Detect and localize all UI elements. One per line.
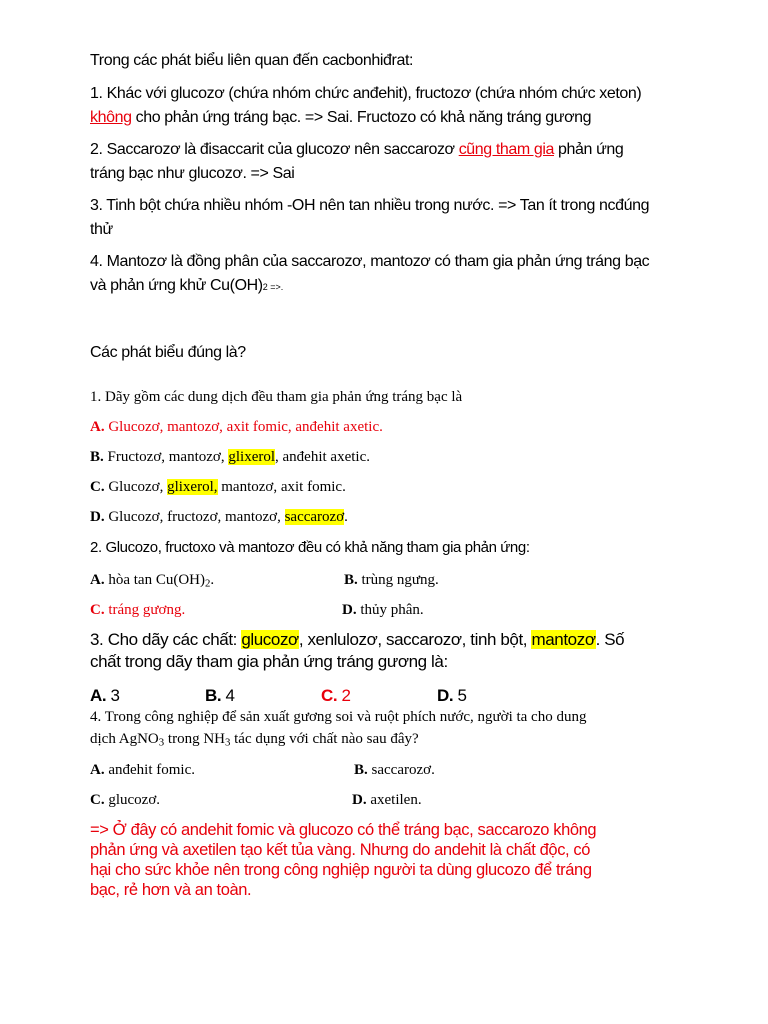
q4-nh3: trong NH [164,731,225,747]
q4-agno3: dịch AgNO [90,731,159,747]
q1-option-a [90,416,690,438]
q3-stem-middle: , xenlulozơ, saccarozơ, tinh bột, [298,630,532,649]
statement-2-red-phrase: cũng tham gia [458,141,554,158]
q1-option-d [90,506,690,528]
q3-option-a-label: A. [90,686,107,705]
statement-1-red-word: không [90,109,132,126]
q4-option-b [354,759,435,781]
q1-option-d-label: D. [90,509,105,525]
q1-option-c-text: Glucozơ, [104,479,168,495]
q1-option-a-text: Glucozơ, mantozơ, axit fomic, anđehit axetic. [104,419,383,435]
q2-option-c-label: C. [90,602,105,618]
q2-option-b-text: trùng ngưng. [357,572,439,588]
statement-4-subscript: 2 =>. [262,282,284,292]
q3-option-b-label: B. [205,686,222,705]
q3-stem-tail: . Số [595,630,625,649]
q3-option-c-value: 2 [337,686,351,705]
q4-option-d [352,789,422,811]
statement-2-line-1 [90,138,690,162]
statement-3-line-1: 3. Tinh bột chứa nhiều nhóm -OH nên tan nhiều trong nước. => Tan ít trong ncđúng [90,197,650,214]
q2-option-a [90,569,214,595]
statement-3 [90,194,690,242]
q4-option-a-label: A. [90,762,105,778]
q4-option-c-text: glucozơ. [104,792,161,808]
q4-stem-line-1: 4. Trong công nghiệp để sản xuất gương soi và ruột phích nước, người ta cho dung [90,709,587,725]
q1-option-b-label: B. [90,449,104,465]
statement-4-line-2 [90,274,690,299]
q2-option-c-text: tráng gương. [104,602,186,618]
q4-option-a-text: anđehit fomic. [104,762,195,778]
statement-4-line-1: 4. Mantozơ là đồng phân của saccarozơ, mantozơ có tham gia phản ứng tráng bạc [90,253,650,270]
statement-2-line-2: tráng bạc như glucozơ. => Sai [90,165,295,182]
q1-option-b-highlight: glixerol [228,449,276,465]
q4-stem-line-2 [90,728,690,754]
q3-option-b-value: 4 [221,686,235,705]
q2-option-b-label: B. [344,572,358,588]
q4-option-c [90,789,160,811]
q2-option-d [342,599,424,621]
q3-option-c [321,685,351,707]
statement-4-text: và phản ứng khử Cu(OH) [90,277,263,294]
q3-option-c-label: C. [321,686,338,705]
q4-option-b-text: saccarozơ. [367,762,435,778]
q1-option-c [90,476,690,498]
explanation-line-1: => Ở đây có andehit fomic và glucozo có thể tráng bạc, saccarozo không [90,821,597,839]
q4-option-d-label: D. [352,792,367,808]
q4-option-b-label: B. [354,762,368,778]
q4-stem-tail: tác dụng với chất nào sau đây? [230,731,419,747]
statement-1-tail: cho phản ứng tráng bạc. => Sai. Fructozo có khả năng tráng gương [131,109,592,126]
q3-option-d-label: D. [437,686,454,705]
statement-3-line-2: thử [90,221,113,238]
q1-option-d-text: Glucozơ, fructozơ, mantozơ, [104,509,285,525]
statement-2 [90,138,690,186]
statement-1 [90,82,690,130]
q3-stem-line-2: chất trong dãy tham gia phản ứng tráng gương là: [90,652,448,671]
q2-option-a-end: . [210,572,215,588]
explanation-line-4: bạc, rẻ hơn và an toàn. [90,881,252,899]
intro-title: Trong các phát biểu liên quan đến cacbonhiđrat: [90,52,414,69]
q2-option-a-text: hòa tan Cu(OH) [104,572,205,588]
q1-option-a-label: A. [90,419,105,435]
q3-highlight-glucozo: glucozơ [241,630,299,649]
q2-option-b [344,569,439,591]
q1-option-c-tail: mantozơ, axit fomic. [217,479,346,495]
q1-option-d-highlight: saccarozơ [284,509,345,525]
q3-option-a-value: 3 [106,686,120,705]
q3-option-b [205,685,235,707]
q1-option-c-highlight: glixerol, [167,479,218,495]
q2-option-d-label: D. [342,602,357,618]
q2-option-c [90,599,185,621]
q1-option-c-label: C. [90,479,105,495]
statement-2-tail: phản ứng [554,141,624,158]
explanation-line-2: phản ứng và axetilen tạo kết tủa vàng. Nhưng do andehit là chất độc, có [90,841,591,859]
q1-stem: 1. Dãy gồm các dung dịch đều tham gia phản ứng tráng bạc là [90,389,463,405]
q3-stem-line-1 [90,629,690,651]
question-prompt: Các phát biểu đúng là? [90,344,246,361]
q4-subscript-1: 3 [158,736,165,749]
q3-highlight-mantozo: mantozơ [531,630,596,649]
q3-option-d [437,685,467,707]
statement-4 [90,250,690,299]
q3-option-d-value: 5 [453,686,467,705]
q2-option-d-text: thủy phân. [356,602,424,618]
q2-option-a-subscript: 2 [205,577,211,590]
q3-stem-head: 3. Cho dãy các chất: [90,630,242,649]
q4-option-a [90,759,195,781]
explanation-line-3: hại cho sức khỏe nên trong công nghiệp người ta dùng glucozo để tráng [90,861,592,879]
q3-option-a [90,685,120,707]
q2-stem: 2. Glucozo, fructoxo và mantozơ đều có khả năng tham gia phản ứng: [90,539,530,556]
q1-option-d-tail: . [344,509,348,525]
q1-option-b [90,446,690,468]
q2-option-a-label: A. [90,572,105,588]
q4-subscript-2: 3 [224,736,231,749]
q4-option-c-label: C. [90,792,105,808]
statement-1-line-1: 1. Khác với glucozơ (chứa nhóm chức anđehit), fructozơ (chứa nhóm chức xeton) [90,85,642,102]
q4-stem [90,706,690,754]
q1-option-b-text: Fructozơ, mantozơ, [103,449,229,465]
q4-option-d-text: axetilen. [366,792,422,808]
q1-option-b-tail: , anđehit axetic. [275,449,370,465]
explanation [90,820,690,900]
q3-stem [90,629,690,673]
statement-2-head: 2. Saccarozơ là đisaccarit của glucozơ nên saccarozơ [90,141,459,158]
statement-1-line-2 [90,106,690,130]
